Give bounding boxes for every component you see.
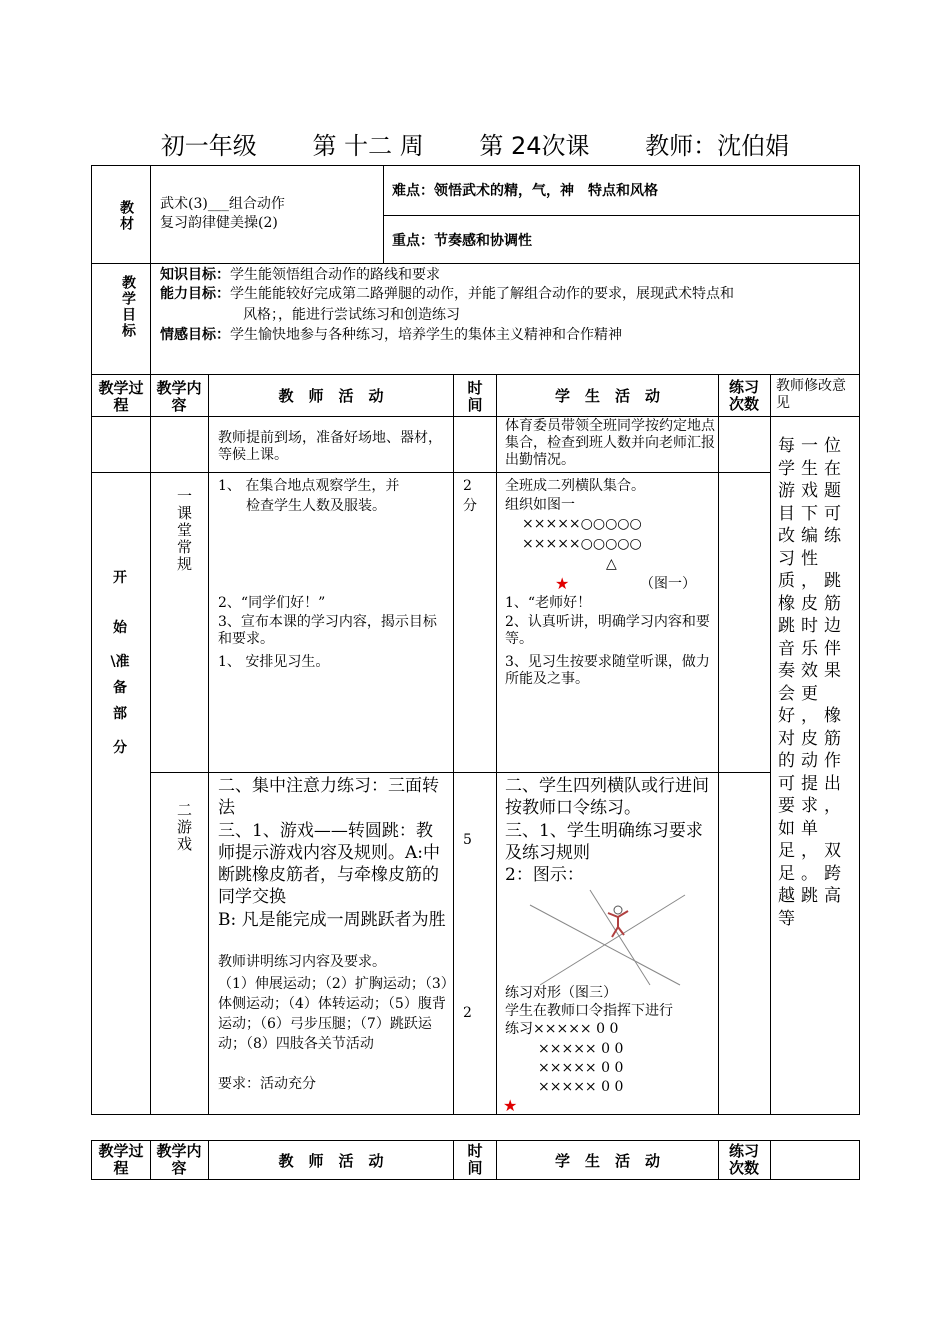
bottom-hdr-student-activity: 学 生 活 动 bbox=[554, 1152, 660, 1170]
section-char-2: 始 bbox=[113, 620, 127, 636]
ability-goal-text: 学生能能较好完成第二路弹腿的动作，并能了解组合动作的要求，展现武术特点和 bbox=[230, 286, 734, 302]
row0-student: 体育委员带领全班同学按约定地点集合，检查到班人数并向老师汇报出勤情况。 bbox=[505, 418, 715, 468]
bottom-hdr-practice-count: 练习次数 bbox=[728, 1142, 759, 1177]
bottom-hdr-content: 教学内容 bbox=[156, 1142, 202, 1177]
routine-teacher-2: 2、“同学们好！” bbox=[218, 595, 326, 611]
star-icon: ★ bbox=[555, 574, 570, 593]
figure1-caption: （图一） bbox=[640, 576, 696, 592]
game-teacher-1: 二、集中注意力练习：三面转法 bbox=[218, 776, 439, 818]
routine-student-5: 3、见习生按要求随堂听课，做力所能及之事。 bbox=[505, 654, 710, 687]
knowledge-goal-label: 知识目标： bbox=[160, 267, 230, 283]
routine-teacher-4: 1、 安排见习生。 bbox=[218, 654, 330, 670]
hdr-process: 教学过程 bbox=[98, 379, 144, 414]
routine-teacher-3: 3、宣布本课的学习内容，揭示目标和要求。 bbox=[218, 614, 437, 647]
diagram-line-3 bbox=[590, 890, 650, 985]
material-line1: 武术(3)___组合动作 bbox=[160, 196, 285, 212]
hdr-student-activity: 学 生 活 动 bbox=[554, 387, 660, 405]
grade: 初一年级 bbox=[160, 132, 257, 160]
hdr-revision: 教师修改意见 bbox=[776, 378, 846, 411]
emotion-goal-label: 情感目标： bbox=[160, 327, 230, 343]
section-label bbox=[95, 565, 145, 761]
emotion-goal bbox=[160, 327, 855, 344]
game-star-icon: ★ bbox=[503, 1096, 518, 1115]
routine-teacher-1: 1、 在集合地点观察学生，并 bbox=[218, 478, 400, 494]
ability-goal-label: 能力目标： bbox=[160, 286, 230, 302]
figure3-caption: 练习对形（图三） bbox=[505, 985, 617, 1001]
routine-time-unit: 分 bbox=[463, 498, 477, 514]
practice-row-1: 练习××××× 0 0 bbox=[505, 1021, 619, 1037]
bottom-hdr-teacher-activity: 教 师 活 动 bbox=[278, 1152, 384, 1170]
hdr-content: 教学内容 bbox=[156, 379, 202, 414]
routine-teacher-1b: 检查学生人数及服装。 bbox=[246, 498, 386, 514]
knowledge-goal-text: 学生能领悟组合动作的路线和要求 bbox=[230, 267, 440, 283]
game-student-2: 三、1、学生明确练习要求及练习规则 bbox=[505, 821, 703, 863]
game-time-2: 2 bbox=[463, 1005, 472, 1021]
routine-student-3: 1、“老师好！ bbox=[505, 595, 592, 611]
section-char-5: 部 bbox=[113, 706, 127, 722]
knowledge-goal bbox=[160, 267, 855, 284]
routine-time-value: 2 bbox=[463, 478, 472, 494]
game-teacher-6: 要求：活动充分 bbox=[218, 1076, 316, 1092]
row0-teacher: 教师提前到场，准备好场地、器材，等候上课。 bbox=[218, 430, 442, 463]
diagram-line-2 bbox=[540, 895, 685, 985]
difficulty: 难点：领悟武术的精，气，神 特点和风格 bbox=[392, 183, 658, 199]
teacher-triangle: △ bbox=[606, 556, 617, 572]
formation-row-2: ×××××○○○○○ bbox=[522, 536, 642, 552]
section-char-6: 分 bbox=[113, 740, 127, 756]
hdr-time: 时间 bbox=[467, 379, 483, 414]
week: 第 十二 周 bbox=[312, 132, 424, 160]
hdr-practice-count: 练习次数 bbox=[728, 378, 759, 413]
routine-student-1: 全班成二列横队集合。 bbox=[505, 478, 645, 494]
game-content: 二游戏 bbox=[175, 801, 193, 853]
material-line2: 复习韵律健美操(2) bbox=[160, 215, 278, 231]
bottom-hdr-time: 时间 bbox=[467, 1142, 483, 1177]
game-teacher-4: 教师讲明练习内容及要求。 bbox=[218, 954, 386, 970]
practice-row-4: ××××× 0 0 bbox=[538, 1079, 624, 1095]
lesson: 第 24次课 bbox=[479, 132, 590, 160]
practice-row-2: ××××× 0 0 bbox=[538, 1041, 624, 1057]
section-char-1: 开 bbox=[113, 570, 127, 586]
page-title bbox=[0, 126, 950, 161]
routine-student-4: 2、认真听讲，明确学习内容和要等。 bbox=[505, 614, 710, 647]
section-char-3: \准 bbox=[110, 654, 130, 670]
ability-goal bbox=[160, 286, 855, 303]
routine-student-2: 组织如图一 bbox=[505, 497, 575, 513]
game-student-3: 2：图示： bbox=[505, 865, 584, 885]
formation-row-1: ×××××○○○○○ bbox=[522, 516, 642, 532]
bottom-hdr-process: 教学过程 bbox=[98, 1142, 144, 1177]
key-point: 重点：节奏感和协调性 bbox=[392, 233, 532, 249]
emotion-goal-text: 学生愉快地参与各种练习，培养学生的集体主义精神和合作精神 bbox=[230, 327, 622, 343]
game-teacher-2: 三、1、游戏——转圆跳：教师提示游戏内容及规则。A:中断跳橡皮筋者，与牵橡皮筋的同学交换 bbox=[218, 821, 441, 907]
game-time-1: 5 bbox=[463, 832, 472, 848]
material-label: 教材 bbox=[118, 200, 134, 232]
jump-diagram bbox=[520, 885, 690, 990]
game-student-4: 学生在教师口令指挥下进行 bbox=[505, 1003, 673, 1019]
game-teacher-5: （1）伸展运动；（2）扩胸运动；（3）体侧运动；（4）体转运动；（5）腹背运动；（6）弓步压腿；（7）跳跃运动；（8）四肢各关节活动 bbox=[218, 976, 448, 1052]
game-student-1: 二、学生四列横队或行进间按教师口令练习。 bbox=[505, 776, 709, 818]
game-teacher-3: B: 凡是能完成一周跳跃者为胜 bbox=[218, 910, 446, 930]
ability-goal-cont: 风格；，能进行尝试练习和创造练习 bbox=[243, 307, 460, 323]
practice-row-3: ××××× 0 0 bbox=[538, 1060, 624, 1076]
hdr-teacher-activity: 教 师 活 动 bbox=[278, 387, 384, 405]
section-char-4: 备 bbox=[113, 680, 127, 696]
teacher-name: 教师：沈伯娟 bbox=[645, 132, 790, 160]
revision-note: 每一位学生在游戏题目下可改编练习性质，跳橡皮筋跳时边音乐伴奏效果会更好，橡对皮筋的动作可提出要求，如单足，双足。跨越跳高等 bbox=[778, 436, 847, 929]
goals-label: 教学目标 bbox=[120, 275, 136, 339]
routine-content: 一课堂常规 bbox=[175, 487, 193, 573]
